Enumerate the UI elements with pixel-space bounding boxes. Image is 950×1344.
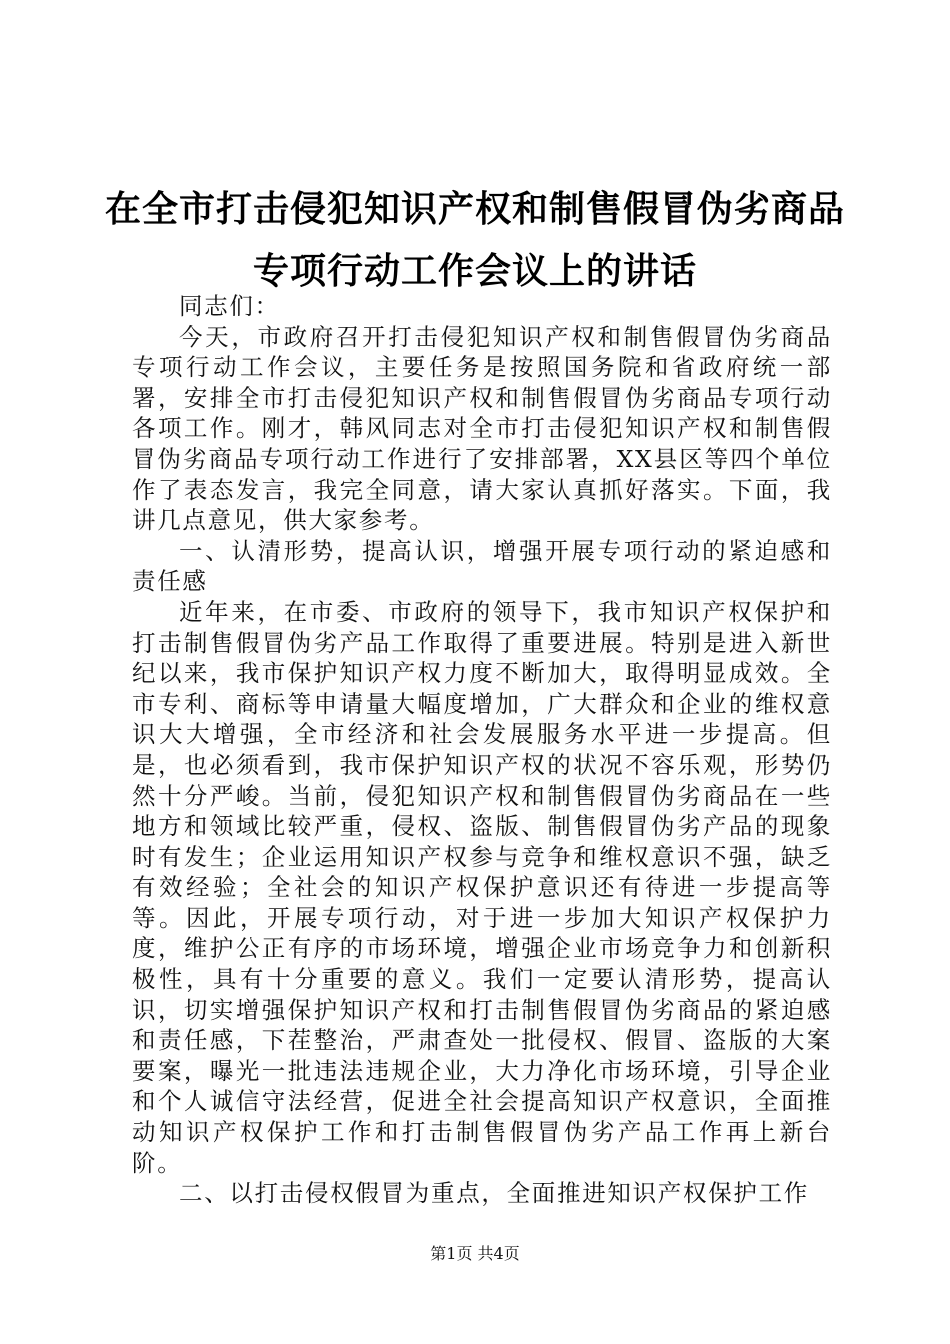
document-body [132,291,832,1209]
body-paragraph: 今天，市政府召开打击侵犯知识产权和制售假冒伪劣商品专项行动工作会议，主要任务是按照国务院和省政府统一部署，安排全市打击侵犯知识产权和制售假冒伪劣商品专项行动各项工作。刚才，韩风同志对全市打击侵犯知识产权和制售假冒伪劣商品专项行动工作进行了安排部署，XX县区等四个单位作了表态发言，我完全同意，请大家认真抓好落实。下面，我讲几点意见，供大家参考。 [132,322,832,535]
salutation: 同志们： [179,292,280,320]
document-title-line2: 专项行动工作会议上的讲话 [252,251,697,292]
section-heading: 一、认清形势，提高认识，增强开展专项行动的紧迫感和责任感 [132,536,832,596]
body-paragraph: 近年来，在市委、市政府的领导下，我市知识产权保护和打击制售假冒伪劣产品工作取得了重要进展。特别是进入新世纪以来，我市保护知识产权力度不断加大，取得明显成效。全市专利、商标等申请量大幅度增加，广大群众和企业的维权意识大大增强，全市经济和社会发展服务水平进一步提高。但是，也必须看到，我市保护知识产权的状况不容乐观，形势仍然十分严峻。当前，侵犯知识产权和制售假冒伪劣商品在一些地方和领域比较严重，侵权、盗版、制售假冒伪劣产品的现象时有发生；企业运用知识产权参与竞争和维权意识不强，缺乏有效经验；全社会的知识产权保护意识还有待进一步提高等等。因此，开展专项行动，对于进一步加大知识产权保护力度，维护公正有序的市场环境，增强企业市场竞争力和创新积极性，具有十分重要的意义。我们一定要认清形势，提高认识，切实增强保护知识产权和打击制售假冒伪劣商品的紧迫感和责任感，下茬整治，严肃查处一批侵权、假冒、盗版的大案要案，曝光一批违法违规企业，大力净化市场环境，引导企业和个人诚信守法经营，促进全社会提高知识产权意识，全面推动知识产权保护工作和打击制售假冒伪劣产品工作再上新台阶。 [132,597,832,1177]
page-footer: 第1页 共4页 [430,1244,520,1263]
document-title-line1: 在全市打击侵犯知识产权和制售假冒伪劣商品 [104,189,845,230]
section-heading: 二、以打击侵权假冒为重点，全面推进知识产权保护工作 [179,1179,809,1208]
